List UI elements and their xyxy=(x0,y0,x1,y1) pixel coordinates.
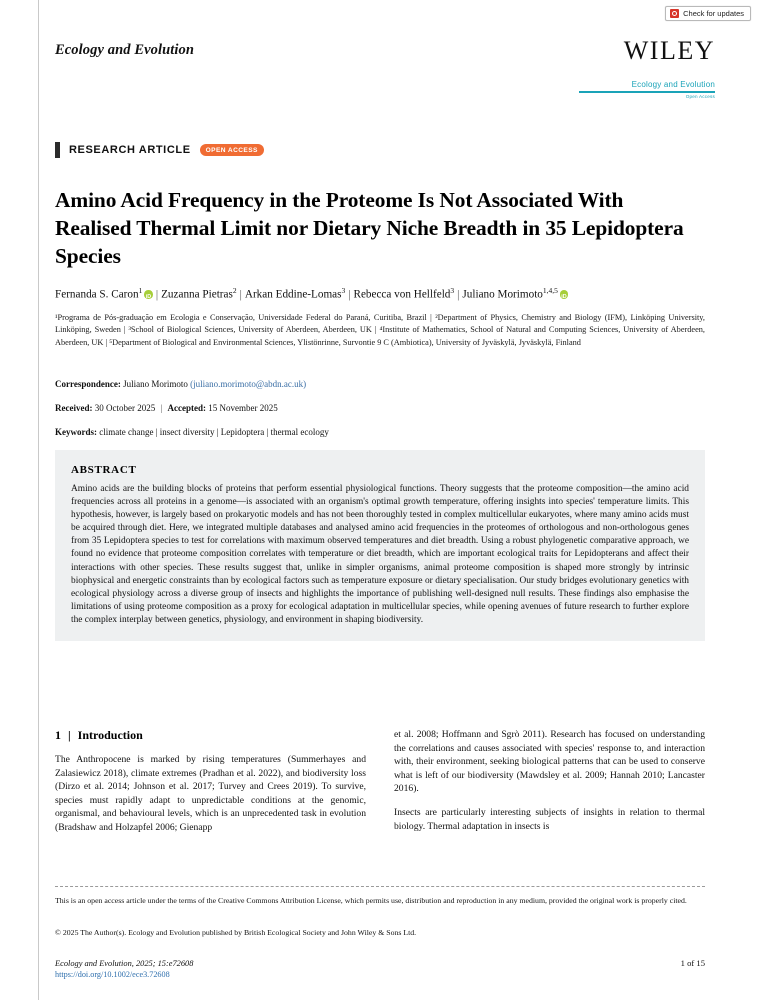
keywords-value: climate change | insect diversity | Lepidoptera | thermal ecology xyxy=(99,427,329,437)
accepted-date: 15 November 2025 xyxy=(208,403,278,413)
author-affil-marker: 2 xyxy=(232,286,237,295)
correspondence-label: Correspondence: xyxy=(55,379,121,389)
paragraph: Insects are particularly interesting subjects of insights in relation to thermal biology. Thermal adaptation in insects is xyxy=(394,806,705,832)
affiliations: ¹Programa de Pós-graduação em Ecologia e Conservação, Universidade Federal do Paraná, Curitiba, Brazil | ²Department of Physics, Chemistry and Biology (IFM), Linköping University, Linköping, Sweden | ³School of Biological Sciences, University of Aberdeen, Aberdeen, UK | ⁴Institute of Mathematics, School of Natural and Computing Sciences, University of Aberdeen, Aberdeen, UK | ⁵Department of Biological and Environmental Sciences, Ylistönrinne, Survontie 9 C (Ambiotica), University of Jyväskylä, Jyväskylä, Finland xyxy=(55,313,705,347)
paragraph: et al. 2008; Hoffmann and Sgrò 2011). Research has focused on understanding the correlations and causes associated with species' response to, and interaction with, their environment, seeking biological patterns that can be used to conserve what is left of our biodiversity (Mawdsley et al. 2009; Hannah 2010; Lancaster 2016). xyxy=(394,729,705,795)
check-for-updates-badge[interactable] xyxy=(665,6,751,21)
section-title: Introduction xyxy=(77,728,143,742)
accepted-label: Accepted: xyxy=(167,403,207,413)
journal-badge-open-access: Open Access xyxy=(685,94,715,99)
check-for-updates-label: Check for updates xyxy=(683,9,744,18)
paragraph: The Anthropocene is marked by rising temperatures (Summerhayes and Zalasiewicz 2018), climate extremes (Pradhan et al. 2022), and biodiversity loss (Dirzo et al. 2014; Johnson et al. 2017; Turvey and Crees 2019). To survive, species must rapidly adapt to unpredictable conditions at the genomic, organismal, and behavioural levels, which is an unprecedented task in evolution (Bradshaw and Holzapfel 2006; Gienapp xyxy=(55,754,366,833)
author-name: Juliano Morimoto xyxy=(462,288,543,301)
author-list: Fernanda S. Caron$^1$ iD | Zuzanna Pietras$^2$ | Arkan Eddine-Lomas$^3$ | Rebecca von Hellfeld$^3$ | Juliano Morimoto$^{1,4,5}$iD xyxy=(55,283,705,303)
article-meta xyxy=(55,378,705,450)
footer-doi[interactable]: https://doi.org/10.1002/ece3.72608 xyxy=(55,970,170,979)
crossmark-icon xyxy=(670,9,679,18)
journal-badge-rule xyxy=(579,91,715,93)
body-columns xyxy=(55,728,705,873)
body-column-left xyxy=(55,728,366,873)
license-text: This is an open access article under the terms of the Creative Commons Attribution License, which permits use, distribution and reproduction in any medium, provided the original work is properly cited. xyxy=(55,896,687,905)
wiley-logo: WILEY xyxy=(623,36,715,65)
section-number: 1 xyxy=(55,728,61,742)
author-affil-marker: 1 xyxy=(138,286,143,295)
received-label: Received: xyxy=(55,403,93,413)
orcid-icon[interactable] xyxy=(144,290,153,299)
footer-divider xyxy=(55,886,705,887)
received-date: 30 October 2025 xyxy=(94,403,156,413)
page-title: Amino Acid Frequency in the Proteome Is Not Associated With Realised Thermal Limit nor Dietary Niche Breadth in 35 Lepidoptera Species xyxy=(55,188,684,268)
page-left-rule xyxy=(38,0,39,1000)
copyright-text: © 2025 The Author(s). Ecology and Evolution published by British Ecological Society and John Wiley & Sons Ltd. xyxy=(55,928,417,937)
author-affil-marker: 3 xyxy=(450,286,455,295)
article-type-label: RESEARCH ARTICLE xyxy=(69,144,191,156)
body-column-right xyxy=(394,728,705,873)
footer-citation-row xyxy=(55,958,705,970)
masthead xyxy=(55,36,715,102)
journal-badge-title: Ecology and Evolution xyxy=(631,80,715,89)
journal-title: Ecology and Evolution xyxy=(55,42,195,58)
abstract-text: Amino acids are the building blocks of proteins that perform essential physiological functions. Theory suggests that the proteome composition—the amino acid frequencies across all proteins in a genome—is associated with an organism's optimal growth temperature, offering insights into species' temperature limits. This hypothesis, however, is largely based on prokaryotic models and has not been thoroughly tested in complex multicellular eukaryotes, where many amino acids must be acquired through diet. Here, we integrated multiple databases and analysed amino acid frequencies in the proteomes of orthologous and non-orthologous genes from 35 Lepidoptera species to test for correlations with maximum observed temperatures and diet breadth. Using a robust phylogenetic comparative approach, we found no evidence that proteome composition correlates with temperature or diet breadth, which are important ecological traits for Lepidopterans and affect their interactions with other species. These results suggest that, unlike in simpler organisms, animal proteome composition is shaped more strongly by intrinsic biophysical and energetic constraints than by ecological factors such as temperature exposure or dietary specialisation. Our study bridges evolutionary genetics with ecological physiology across a diverse group of insects and highlights the importance of publishing well-designed null results. These findings also emphasise the limitations of using proteome composition as a proxy for ecological adaptation in multicellular species, while opening avenues of future research to further explore the complex interplay between genetics, physiology, and environment in shaping biodiversity. xyxy=(71,484,689,625)
author-name: Arkan Eddine-Lomas xyxy=(244,288,342,301)
orcid-icon[interactable] xyxy=(560,290,569,299)
correspondence-name: Juliano Morimoto xyxy=(123,379,188,389)
keywords-label: Keywords: xyxy=(55,427,97,437)
section-separator: | xyxy=(68,728,71,742)
article-type-row xyxy=(55,142,264,158)
footer-citation: Ecology and Evolution, 2025; 15:e72608 xyxy=(55,959,194,968)
abstract-heading: ABSTRACT xyxy=(71,464,137,476)
dates-row: Received: 30 October 2025 | Accepted: 15 November 2025 xyxy=(55,403,278,413)
keywords-row xyxy=(55,426,705,439)
author-affil-marker: 1,4,5 xyxy=(542,286,558,295)
author-affil-marker: 3 xyxy=(341,286,346,295)
abstract-box xyxy=(55,450,705,641)
journal-badge xyxy=(579,80,715,99)
section-heading xyxy=(55,728,366,743)
article-type-bar xyxy=(55,142,60,158)
correspondence-email[interactable]: (juliano.morimoto@abdn.ac.uk) xyxy=(190,379,307,389)
author-name: Rebecca von Hellfeld xyxy=(353,288,451,301)
open-access-badge: OPEN ACCESS xyxy=(200,144,264,156)
correspondence-row xyxy=(55,378,705,391)
footer-page-number: 1 of 15 xyxy=(680,958,705,968)
author-name: Fernanda S. Caron xyxy=(55,288,139,301)
author-name: Zuzanna Pietras xyxy=(161,288,233,301)
